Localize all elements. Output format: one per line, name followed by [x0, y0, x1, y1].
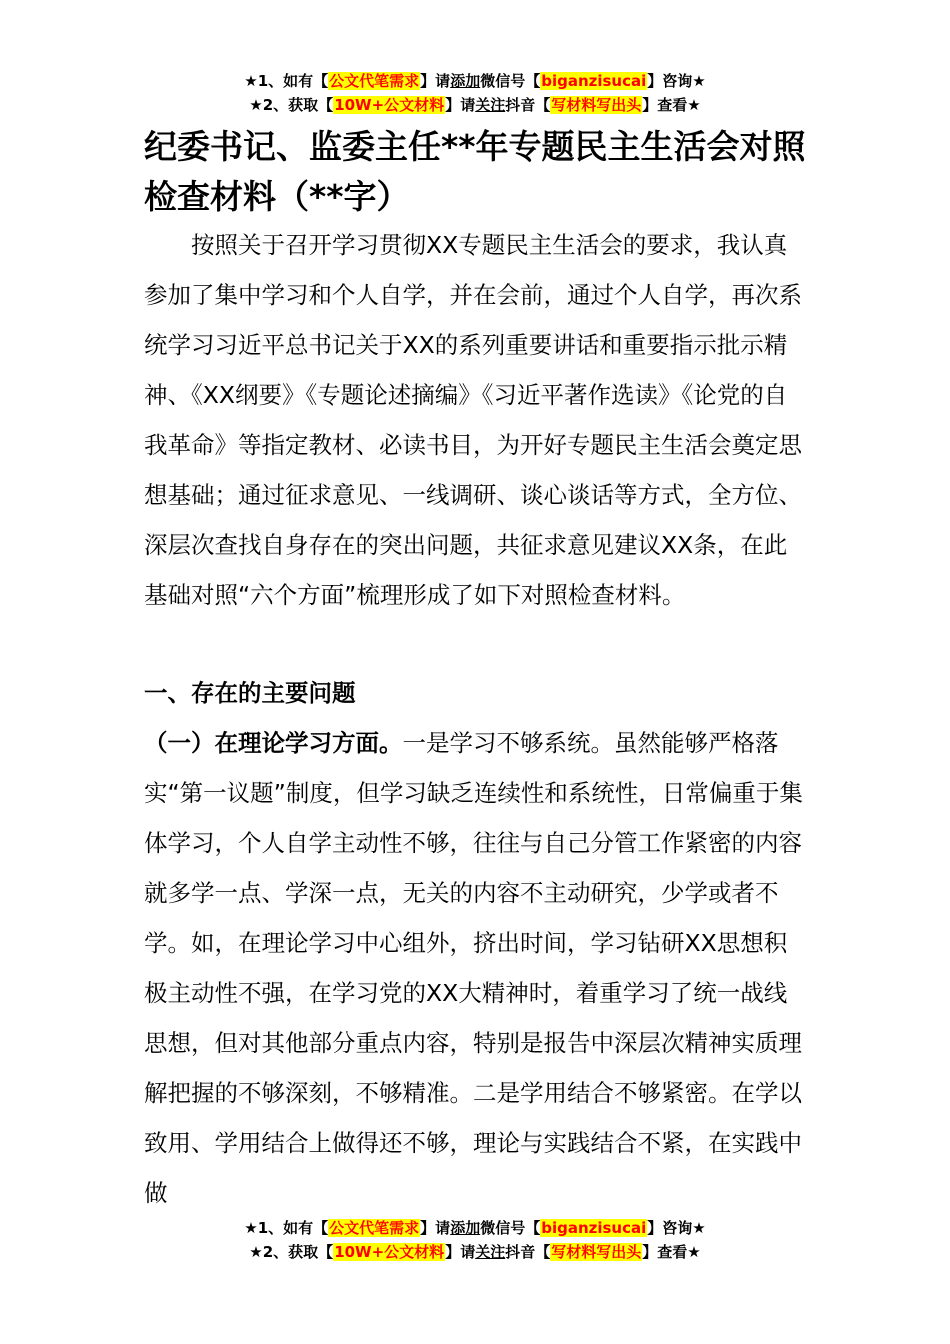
banner-text: ★2、获取【: [249, 1243, 334, 1261]
banner-highlight: 10W+公文材料: [334, 96, 445, 114]
intro-paragraph: 按照关于召开学习贯彻XX专题民主生活会的要求，我认真参加了集中学习和个人自学，并在会前，通过个人自学，再次系统学习习近平总书记关于XX的系列重要讲话和重要指示批示精神、《XX纲要》《专题论述摘编》《习近平著作选读》《论党的自我革命》等指定教材、必读书目，为开好专题民主生活会奠定思想基础；通过征求意见、一线调研、谈心谈话等方式，全方位、深层次查找自身存在的突出问题，共征求意见建议XX条，在此基础对照“六个方面”梳理形成了如下对照检查材料。: [144, 231, 802, 609]
banner-highlight: 10W+公文材料: [334, 1243, 445, 1261]
banner-underline: 添加: [450, 1219, 481, 1237]
section-heading: 一、存在的主要问题: [144, 679, 356, 707]
banner-text: 】查看★: [642, 96, 701, 114]
top-banner: [0, 69, 950, 117]
document-title: 纪委书记、监委主任**年专题民主生活会对照检查材料（**字）: [144, 127, 806, 216]
banner-text: 】咨询★: [647, 1219, 706, 1237]
banner-underline: 关注: [475, 1243, 506, 1261]
theory-study-paragraph: [144, 718, 804, 1218]
banner-highlight: 公文代笔需求: [329, 1219, 420, 1237]
banner-text: ★2、获取【: [249, 96, 334, 114]
banner-highlight: biganzisucai: [541, 72, 647, 90]
banner-underline: 关注: [475, 96, 506, 114]
bottom-banner: [0, 1216, 950, 1264]
banner-line-1: [0, 69, 950, 93]
banner-text: 抖音【: [505, 1243, 551, 1261]
banner-text: 】请: [420, 1219, 451, 1237]
subsection-heading: （一）在理论学习方面。: [144, 729, 403, 757]
banner-text: 】请: [445, 1243, 476, 1261]
banner-text: 抖音【: [505, 96, 551, 114]
banner-highlight: 写材料写出头: [551, 1243, 642, 1261]
banner-text: 】查看★: [642, 1243, 701, 1261]
banner-highlight: 公文代笔需求: [329, 72, 420, 90]
banner-text: 】咨询★: [647, 72, 706, 90]
banner-text: ★1、如有【: [244, 72, 329, 90]
banner-line-2: [0, 93, 950, 117]
banner-line-1: [0, 1216, 950, 1240]
banner-line-2: [0, 1240, 950, 1264]
banner-highlight: 写材料写出头: [551, 96, 642, 114]
banner-text: 微信号【: [480, 1219, 541, 1237]
subsection-text: 一是学习不够系统。虽然能够严格落实“第一议题”制度，但学习缺乏连续性和系统性，日常偏重于集体学习，个人自学主动性不够，往往与自己分管工作紧密的内容就多学一点、学深一点，无关的内容不主动研究，少学或者不学。如，在理论学习中心组外，挤出时间，学习钻研XX思想积极主动性不强，在学习党的XX大精神时，着重学习了统一战线思想，但对其他部分重点内容，特别是报告中深层次精神实质理解把握的不够深刻，不够精准。二是学用结合不够紧密。在学以致用、学用结合上做得还不够，理论与实践结合不紧，在实践中做: [144, 729, 803, 1207]
banner-text: ★1、如有【: [244, 1219, 329, 1237]
banner-text: 】请: [420, 72, 451, 90]
banner-underline: 添加: [450, 72, 481, 90]
banner-highlight: biganzisucai: [541, 1219, 647, 1237]
banner-text: 】请: [445, 96, 476, 114]
banner-text: 微信号【: [480, 72, 541, 90]
